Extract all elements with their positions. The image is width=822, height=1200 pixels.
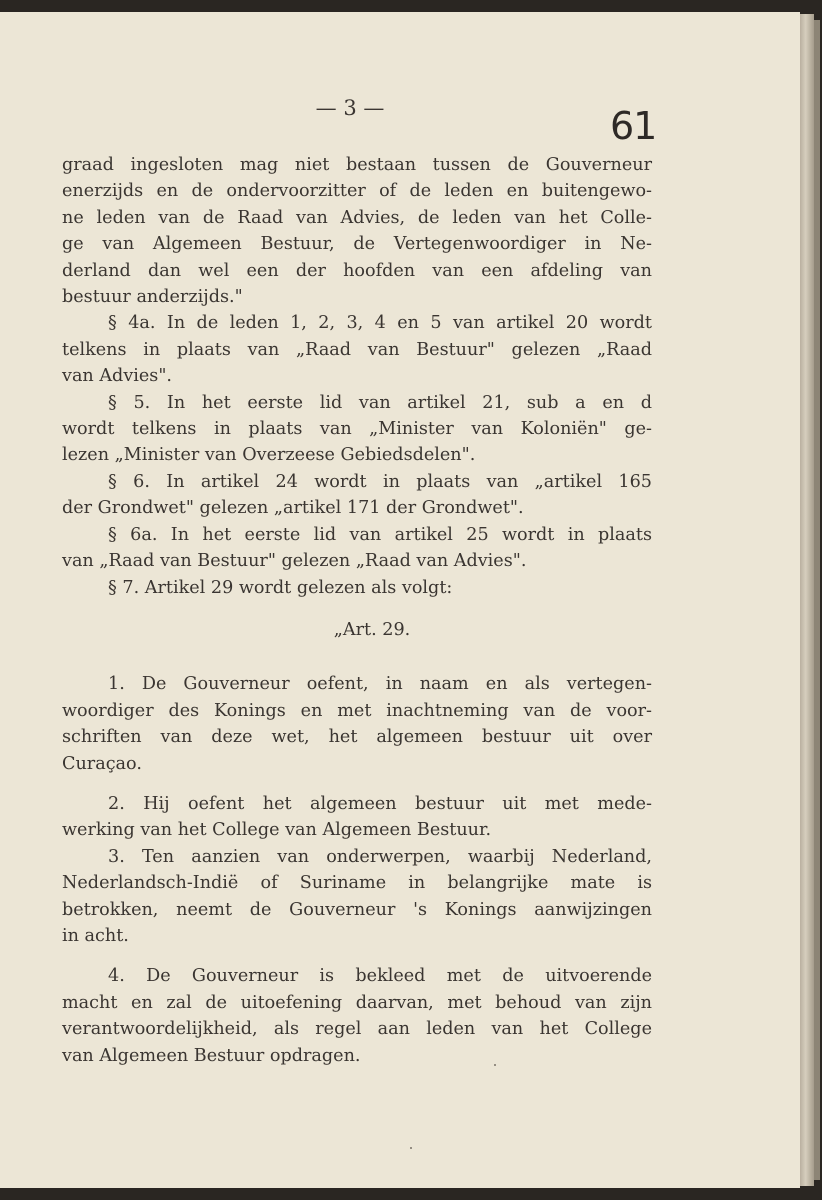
- text-line: betrokken, neemt de Gouverneur 's Konings aanwijzingen: [62, 899, 652, 920]
- text-line: § 6. In artikel 24 wordt in plaats van „artikel 165: [108, 471, 652, 492]
- text-line: verantwoordelijkheid, als regel aan leden van het College: [62, 1019, 652, 1040]
- text-line: ne leden van de Raad van Advies, de leden van het Colle-: [62, 207, 652, 228]
- paragraph-5: [62, 390, 652, 469]
- article-clause-2: [62, 791, 652, 844]
- text-line: bestuur anderzijds.": [62, 287, 243, 308]
- paper-speck: [494, 1064, 496, 1066]
- text-line: § 4a. In de leden 1, 2, 3, 4 en 5 van artikel 20 wordt: [108, 313, 652, 334]
- text-line: 4. De Gouverneur is bekleed met de uitvoerende: [108, 966, 652, 987]
- paper-speck: [410, 1147, 412, 1149]
- paragraph-7: [62, 575, 652, 601]
- text-line: 2. Hij oefent het algemeen bestuur uit met mede-: [108, 793, 652, 814]
- text-line: § 6a. In het eerste lid van artikel 25 wordt in plaats: [108, 524, 652, 545]
- text-line: telkens in plaats van „Raad van Bestuur" gelezen „Raad: [62, 339, 652, 360]
- article-clause-4: [62, 963, 652, 1069]
- body-text: [62, 152, 652, 1069]
- page-folio: — 3 —: [315, 96, 385, 120]
- archive-page-number: 61: [610, 104, 657, 148]
- page-edge-shadow: [814, 20, 820, 1180]
- text-line: werking van het College van Algemeen Bestuur.: [62, 820, 492, 841]
- text-line: derland dan wel een der hoofden van een afdeling van: [62, 260, 652, 281]
- text-line: van Algemeen Bestuur opdragen.: [62, 1045, 361, 1066]
- text-line: lezen „Minister van Overzeese Gebiedsdelen".: [62, 445, 476, 466]
- text-line: Curaçao.: [62, 753, 142, 774]
- text-line: ge van Algemeen Bestuur, de Vertegenwoordiger in Ne-: [62, 234, 652, 255]
- document-page: [0, 12, 800, 1188]
- text-line: 3. Ten aanzien van onderwerpen, waarbij Nederland,: [108, 846, 652, 867]
- text-line: § 5. In het eerste lid van artikel 21, sub a en d: [108, 392, 652, 413]
- text-line: § 7. Artikel 29 wordt gelezen als volgt:: [108, 577, 453, 598]
- text-line: graad ingesloten mag niet bestaan tussen de Gouverneur: [62, 155, 652, 175]
- paragraph-6a: [62, 522, 652, 575]
- article-clause-3: [62, 844, 652, 950]
- text-line: Nederlandsch-Indië of Suriname in belangrijke mate is: [62, 873, 652, 894]
- article-heading: „Art. 29.: [333, 619, 411, 640]
- text-line: macht en zal de uitoefening daarvan, met behoud van zijn: [62, 992, 652, 1013]
- paragraph-intro: [62, 152, 652, 310]
- article-clause-1: [62, 671, 652, 777]
- paragraph-6: [62, 469, 652, 522]
- paragraph-4a: [62, 310, 652, 389]
- text-line: enerzijds en de ondervoorzitter of de leden en buitengewo-: [62, 181, 652, 202]
- text-line: der Grondwet" gelezen „artikel 171 der Grondwet".: [62, 498, 524, 519]
- text-line: wordt telkens in plaats van „Minister van Koloniën" ge-: [62, 419, 652, 440]
- text-line: van „Raad van Bestuur" gelezen „Raad van Advies".: [62, 551, 527, 572]
- text-line: in acht.: [62, 925, 129, 946]
- text-line: 1. De Gouverneur oefent, in naam en als vertegen-: [108, 674, 652, 695]
- page-edge: [800, 14, 814, 1186]
- text-line: van Advies".: [62, 366, 173, 387]
- text-line: woordiger des Konings en met inachtneming van de voor-: [62, 700, 652, 721]
- text-line: schriften van deze wet, het algemeen bestuur uit over: [62, 727, 652, 748]
